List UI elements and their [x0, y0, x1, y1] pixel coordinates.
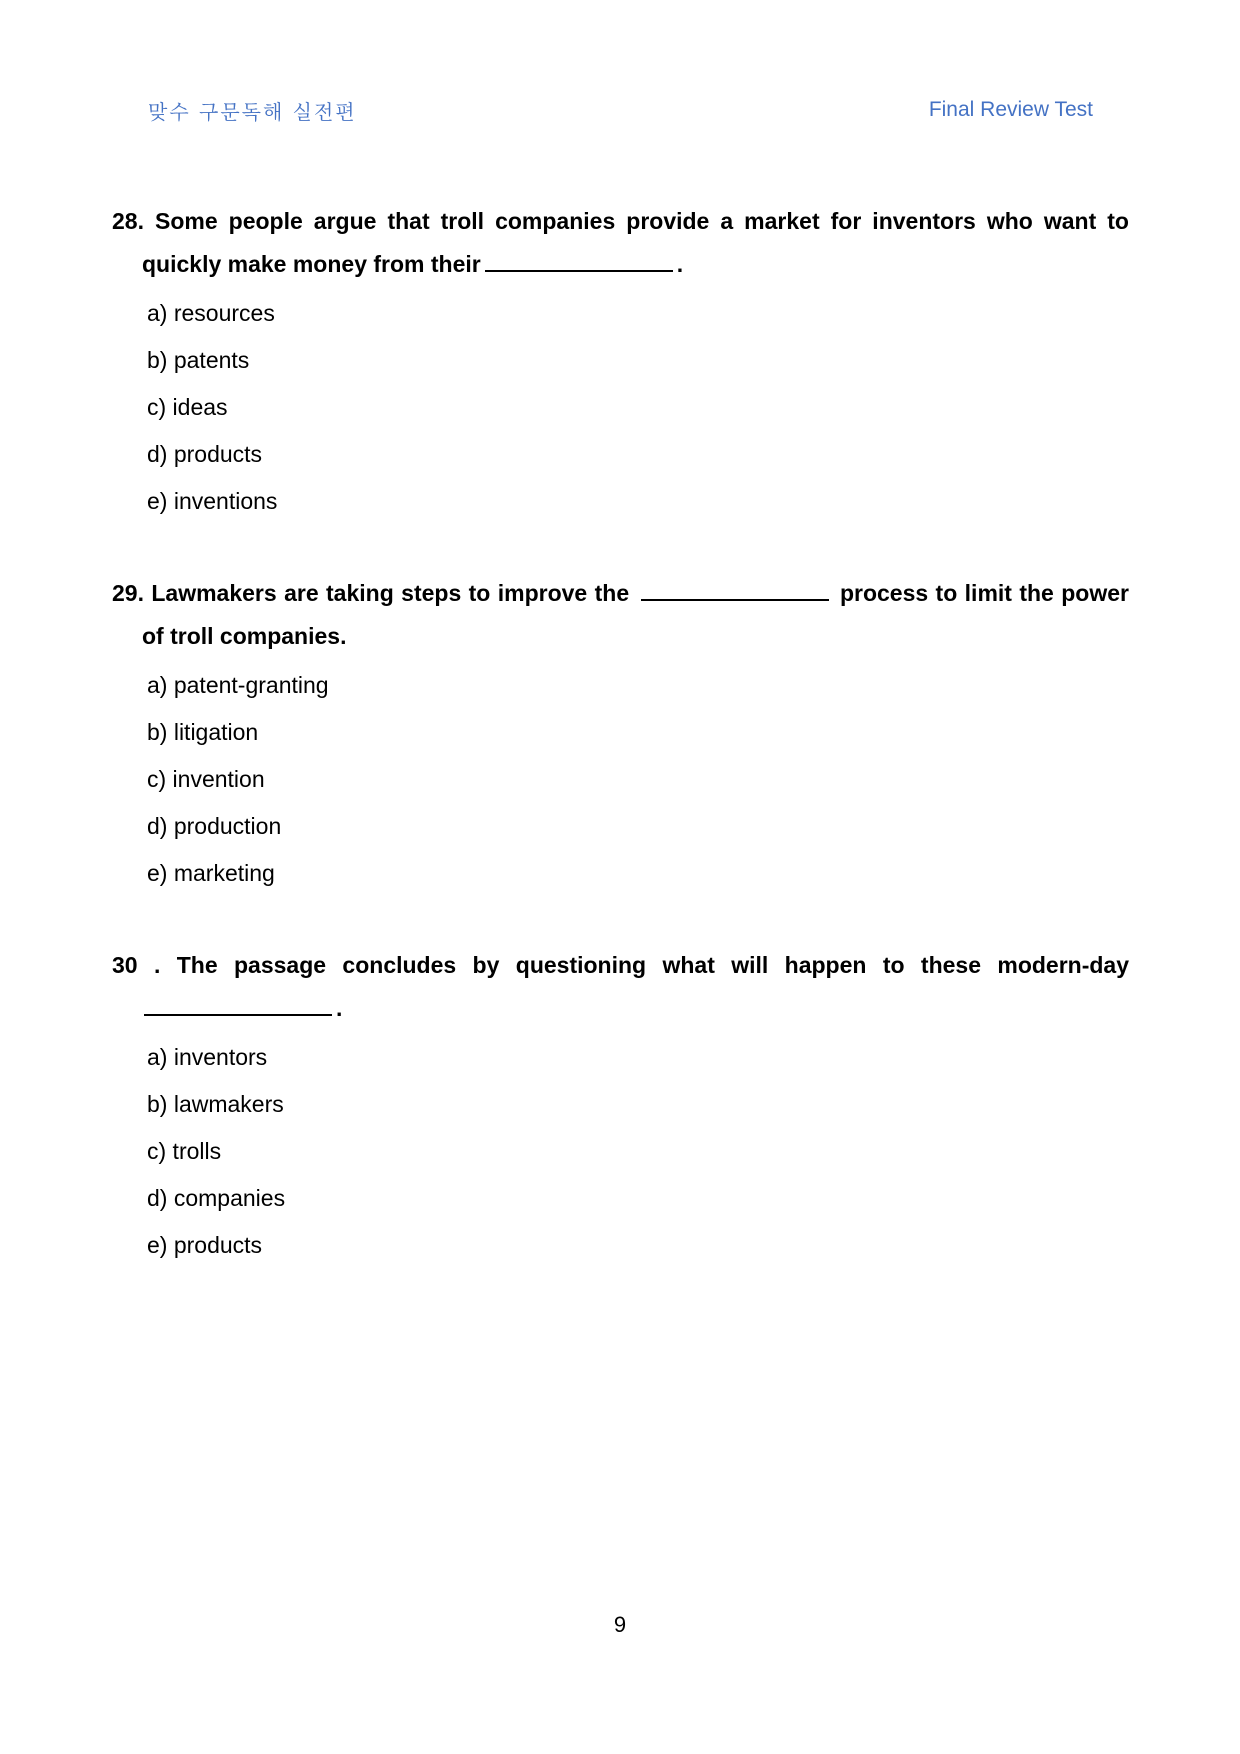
stem-line-2: [112, 987, 1129, 1030]
option-c[interactable]: c) trolls: [147, 1138, 222, 1164]
stem-punctuation: .: [336, 995, 343, 1021]
question-stem: [112, 944, 1129, 1030]
option-b[interactable]: b) litigation: [147, 719, 259, 745]
stem-text: 29. Lawmakers are taking steps to improve the: [112, 580, 630, 606]
option-d[interactable]: d) products: [147, 441, 263, 467]
option-c[interactable]: c) ideas: [147, 394, 228, 420]
option-d[interactable]: d) production: [147, 813, 282, 839]
page-header: [148, 96, 1093, 126]
option-a[interactable]: a) inventors: [147, 1044, 268, 1070]
option-c[interactable]: c) invention: [147, 766, 265, 792]
question-30: [112, 944, 1129, 1269]
stem-line-1: [112, 572, 1129, 615]
stem-line-1: 28. Some people argue that troll companies provide a market for inventors who want to: [112, 208, 1129, 234]
question-28: [112, 200, 1129, 525]
stem-text: quickly make money from their: [142, 251, 481, 277]
answer-blank: [144, 992, 332, 1016]
answer-options: [112, 290, 1129, 525]
answer-options: [112, 662, 1129, 897]
answer-blank: [641, 577, 829, 601]
question-stem: [112, 572, 1129, 658]
option-e[interactable]: e) products: [147, 1232, 263, 1258]
stem-line-2: [112, 243, 1129, 286]
question-stem: [112, 200, 1129, 286]
section-title: Final Review Test: [928, 98, 1093, 121]
page-number: 9: [613, 1612, 627, 1637]
option-a[interactable]: a) resources: [147, 300, 275, 326]
answer-options: [112, 1034, 1129, 1269]
stem-text-after: process to limit the power: [839, 580, 1129, 606]
option-a[interactable]: a) patent-granting: [147, 672, 329, 698]
option-b[interactable]: b) lawmakers: [147, 1091, 284, 1117]
stem-line-1: 30 . The passage concludes by questioning what will happen to these modern-day: [112, 952, 1129, 978]
stem-line-2: of troll companies.: [142, 623, 347, 649]
question-29: [112, 572, 1129, 897]
answer-blank: [485, 248, 673, 272]
book-title: 맞수 구문독해 실전편: [148, 100, 357, 124]
stem-punctuation: .: [676, 251, 684, 277]
option-b[interactable]: b) patents: [147, 347, 250, 373]
option-e[interactable]: e) marketing: [147, 860, 275, 886]
option-e[interactable]: e) inventions: [147, 488, 278, 514]
option-d[interactable]: d) companies: [147, 1185, 286, 1211]
